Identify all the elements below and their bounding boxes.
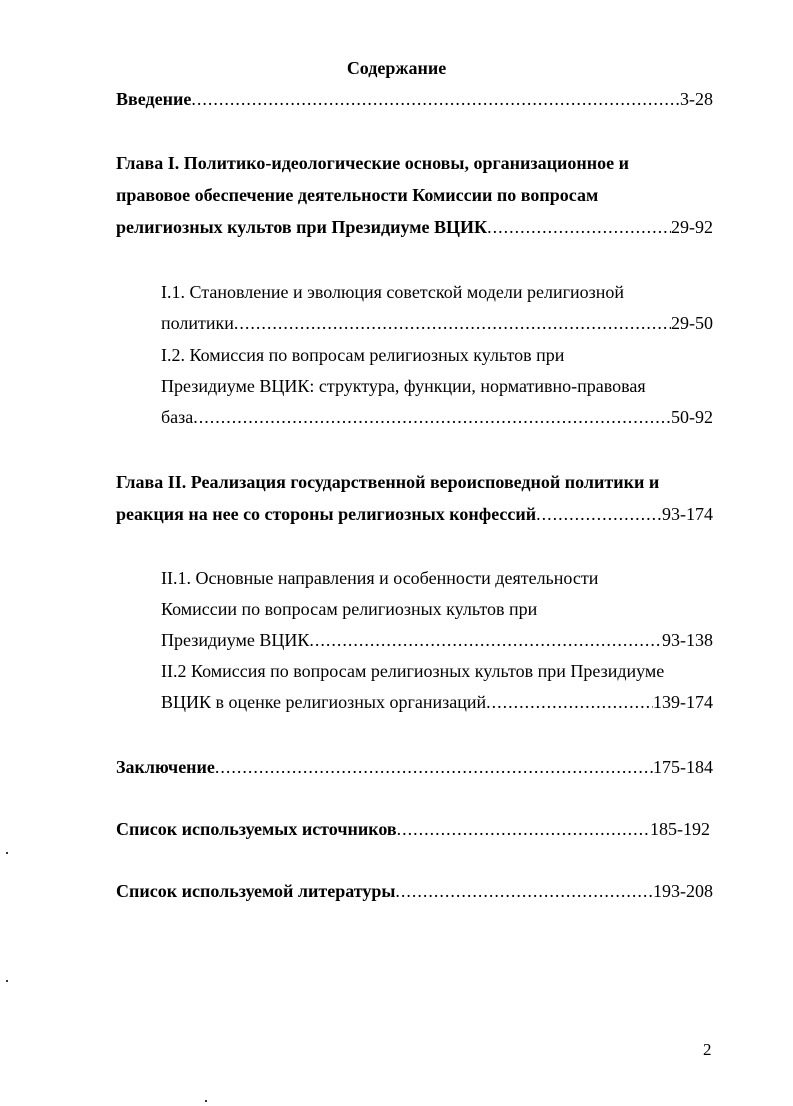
toc-entry-label: Заключение (116, 757, 215, 777)
toc-entry-sources (116, 817, 710, 841)
section-1-2-line2: Президиуме ВЦИК: структура, функции, нормативно-правовая (161, 376, 646, 396)
chapter2-heading-line1: Глава II. Реализация государственной вероисповедной политики и (116, 472, 660, 492)
dot-leader (487, 215, 671, 239)
toc-entry-pages: 93-138 (662, 630, 713, 650)
toc-title: Содержание (346, 58, 447, 78)
section-1-1-line1: I.1. Становление и эволюция советской модели религиозной (161, 282, 624, 302)
section-2-1-line2: Комиссии по вопросам религиозных культов при (161, 599, 538, 619)
dot-leader (309, 628, 662, 652)
dot-leader (215, 755, 653, 779)
toc-entry-section-1-1 (161, 311, 713, 335)
scan-speck (205, 1100, 207, 1102)
dot-leader (234, 311, 671, 335)
toc-entry-conclusion (116, 755, 713, 779)
toc-entry-chapter2 (116, 502, 713, 526)
toc-entry-pages: 93-174 (662, 504, 713, 524)
toc-entry-section-1-2 (161, 405, 713, 429)
toc-entry-label: Список используемых источников (116, 819, 397, 839)
chapter1-heading-line2: правовое обеспечение деятельности Комиссии по вопросам (116, 185, 599, 205)
dot-leader (486, 690, 653, 714)
dot-leader (395, 879, 653, 903)
chapter1-heading-line1: Глава I. Политико-идеологические основы, организационное и (116, 153, 629, 173)
toc-entry-pages: 29-50 (671, 313, 713, 333)
section-2-2-line2: ВЦИК в оценке религиозных организаций (161, 692, 487, 712)
scan-speck (6, 980, 8, 982)
dot-leader (193, 405, 671, 429)
dot-leader (191, 87, 680, 111)
page-number: 2 (703, 1040, 712, 1059)
section-1-2-line1: I.2. Комиссия по вопросам религиозных культов при (161, 345, 565, 365)
toc-entry-pages: 193-208 (653, 881, 713, 901)
chapter2-heading-line2: реакция на нее со стороны религиозных конфессий (116, 504, 537, 524)
toc-entry-label: Введение (116, 89, 192, 109)
section-1-1-line2: политики (161, 313, 234, 333)
toc-entry-pages: 50-92 (671, 407, 713, 427)
dot-leader (397, 817, 650, 841)
toc-entry-chapter1 (116, 215, 713, 239)
section-2-1-line1: II.1. Основные направления и особенности деятельности (161, 568, 599, 588)
toc-entry-label: Список используемой литературы (116, 881, 396, 901)
toc-entry-section-2-2 (161, 690, 713, 714)
toc-entry-intro (116, 87, 713, 111)
dot-leader (536, 502, 662, 526)
toc-entry-pages: 185-192 (650, 819, 710, 839)
toc-entry-pages: 175-184 (653, 757, 713, 777)
toc-entry-pages: 139-174 (653, 692, 713, 712)
section-2-1-line3: Президиуме ВЦИК (161, 630, 310, 650)
section-2-2-line1: II.2 Комиссия по вопросам религиозных культов при Президиуме (161, 661, 665, 681)
toc-entry-literature (116, 879, 713, 903)
chapter1-heading-line3: религиозных культов при Президиуме ВЦИК (116, 217, 488, 237)
scan-speck (6, 852, 8, 854)
section-1-2-line3: база (161, 407, 194, 427)
toc-entry-pages: 3-28 (680, 89, 713, 109)
toc-entry-section-2-1 (161, 628, 713, 652)
toc-entry-pages: 29-92 (671, 217, 713, 237)
